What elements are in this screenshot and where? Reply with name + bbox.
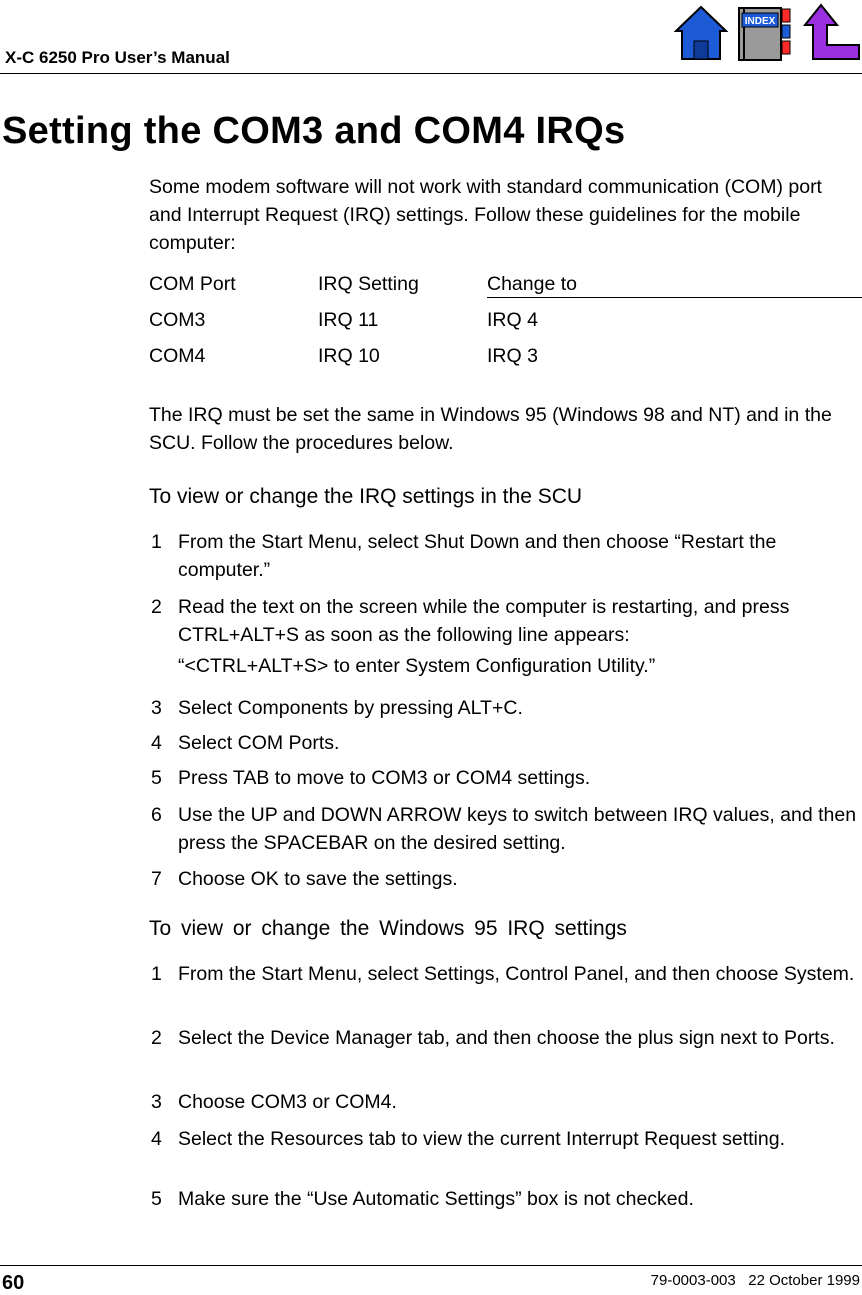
step-text: Select Components by pressing ALT+C. <box>178 697 523 719</box>
win95-procedure-heading: To view or change the Windows 95 IRQ settings <box>149 917 627 940</box>
step-number: 3 <box>151 697 162 719</box>
note-paragraph: The IRQ must be set the same in Windows 95 (Windows 98 and NT) and in the SCU. Follow the procedures below. <box>149 404 832 454</box>
step-text: From the Start Menu, select Shut Down and then choose “Restart the computer.” <box>178 531 777 581</box>
step-number: 5 <box>151 1188 162 1210</box>
column-header: IRQ Setting <box>318 273 419 295</box>
step-text: Read the text on the screen while the computer is restarting, and press CTRL+ALT+S as soon as the following line appears: <box>178 596 790 646</box>
manual-title: X-C 6250 Pro User’s Manual <box>5 48 230 67</box>
step-text: From the Start Menu, select Settings, Control Panel, and then choose System. <box>178 963 855 985</box>
page-number: 60 <box>2 1272 25 1294</box>
table-header-row <box>149 273 862 309</box>
index-icon[interactable] <box>736 3 796 63</box>
scu-procedure-heading: To view or change the IRQ settings in the SCU <box>149 485 583 508</box>
step-number: 4 <box>151 732 162 754</box>
page-title: Setting the COM3 and COM4 IRQs <box>2 110 626 152</box>
step-text: Use the UP and DOWN ARROW keys to switch between IRQ values, and then press the SPACEBAR on the desired setting. <box>178 804 857 854</box>
table-cell: IRQ 3 <box>487 345 538 367</box>
table-cell: IRQ 4 <box>487 309 538 331</box>
step-number: 1 <box>151 531 162 553</box>
step-text: Select the Resources tab to view the current Interrupt Request setting. <box>178 1128 785 1150</box>
doc-number: 79-0003-003 <box>650 1272 736 1289</box>
step-text: Make sure the “Use Automatic Settings” box is not checked. <box>178 1188 694 1210</box>
table-row <box>149 309 862 345</box>
home-icon[interactable] <box>674 3 728 63</box>
step-text: Choose OK to save the settings. <box>178 868 458 890</box>
table-cell: COM4 <box>149 345 206 367</box>
intro-paragraph: Some modem software will not work with standard communication (COM) port and Interrupt Request (IRQ) settings. Follow these guidelines for the mobile computer: <box>149 176 822 254</box>
table-header-rule <box>487 297 862 298</box>
step-text: Select the Device Manager tab, and then choose the plus sign next to Ports. <box>178 1027 835 1049</box>
table-cell: IRQ 11 <box>318 309 379 331</box>
header-rule <box>0 73 862 74</box>
step-number: 7 <box>151 868 162 890</box>
step-number: 4 <box>151 1128 162 1150</box>
footer-rule <box>0 1265 862 1266</box>
step-number: 2 <box>151 596 162 618</box>
index-label: INDEX <box>744 16 776 27</box>
table-cell: COM3 <box>149 309 206 331</box>
table-cell: IRQ 10 <box>318 345 380 367</box>
step-text: “<CTRL+ALT+S> to enter System Configuration Utility.” <box>178 655 656 677</box>
step-text: Select COM Ports. <box>178 732 340 754</box>
table-row <box>149 345 862 381</box>
footer-doc-info <box>651 1272 860 1289</box>
step-number: 1 <box>151 963 162 985</box>
back-arrow-icon[interactable] <box>803 3 861 63</box>
step-number: 5 <box>151 767 162 789</box>
step-number: 6 <box>151 804 162 826</box>
doc-date: 22 October 1999 <box>748 1272 860 1289</box>
step-text: Press TAB to move to COM3 or COM4 settings. <box>178 767 591 789</box>
step-text: Choose COM3 or COM4. <box>178 1091 397 1113</box>
column-header: Change to <box>487 273 577 295</box>
irq-table <box>149 273 862 381</box>
step-number: 2 <box>151 1027 162 1049</box>
step-number: 3 <box>151 1091 162 1113</box>
column-header: COM Port <box>149 273 236 295</box>
